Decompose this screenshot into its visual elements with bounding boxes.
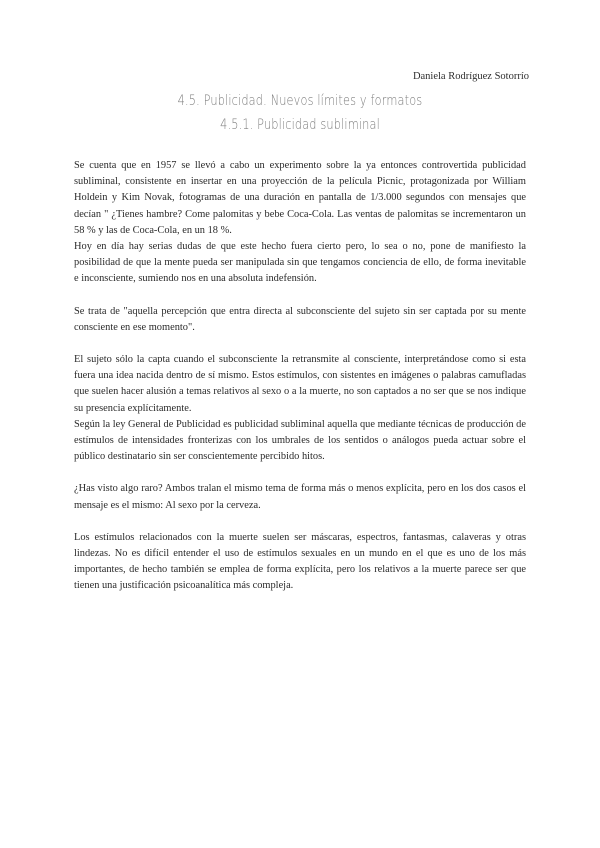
paragraph-doubts: Hoy en día hay serias dudas de que este hecho fuera cierto pero, lo sea o no, pone de manifiesto la posibilidad de que la mente pueda ser manipulada sin que tengamos conciencia de ello, de forma inevitable e inconsciente, sumiendo nos en una absoluta indefensión. bbox=[74, 241, 526, 285]
paragraph-definition: Se trata de "aquella percepción que entra directa al subconsciente del sujeto sin ser captada por su mente consciente en ese momento". bbox=[74, 305, 526, 333]
section-subtitle: 4.5.1. Publicidad subliminal bbox=[220, 117, 380, 133]
paragraph-death-stimuli: Los estímulos relacionados con la muerte suelen ser máscaras, espectros, fantasmas, calaveras y otras lindezas. No es difícil entender el uso de estímulos sexuales en un mundo en el que es uno de los más importantes, de hecho también se emplea de forma explícita, pero los relativos a la muerte parece ser que tienen una justificación psicoanalítica más compleja. bbox=[74, 531, 526, 592]
paragraph-law: Según la ley General de Publicidad es publicidad subliminal aquella que mediante técnicas de producción de estímulos de intensidades fronterizas con los umbrales de los sentidos o análogos pueda actuar sobre el público destinatario sin ser conscientemente percibido hitos. bbox=[74, 418, 526, 463]
paragraph-perception: El sujeto sólo la capta cuando el subconsciente la retransmite al consciente, interpretándose como si esta fuera una idea nacida dentro de sí mismo. Estos estímulos, con sistentes en imágenes o palabras camufladas que suelen hacer alusión a temas relativos al sexo o a la muerte, no son captados a no ser que se nos indique su presencia explícitamente. bbox=[74, 354, 526, 414]
section-title: 4.5. Publicidad. Nuevos límites y formatos bbox=[177, 93, 423, 109]
paragraph-question: ¿Has visto algo raro? Ambos tralan el mismo tema de forma más o menos explícita, pero en los dos casos el mensaje es el mismo: Al sexo por la cerveza. bbox=[74, 483, 526, 511]
author-name: Daniela Rodríguez Sotorrío bbox=[412, 71, 529, 82]
document-body bbox=[74, 158, 526, 595]
paragraph-experiment: Se cuenta que en 1957 se llevó a cabo un experimento sobre la ya entonces controvertida publicidad subliminal, consistente en insertar en una proyección de la película Picnic, protagonizada por William Holdein y Kim Novak, fotogramas de una duración en pantalla de 1/3.000 segundos con mensajes que decían " ¿Tienes hambre? Come palomitas y bebe Coca-Cola. Las ventas de palomitas se incrementaron un 58 % y las de Coca-Cola, en un 18 %. bbox=[74, 160, 526, 236]
